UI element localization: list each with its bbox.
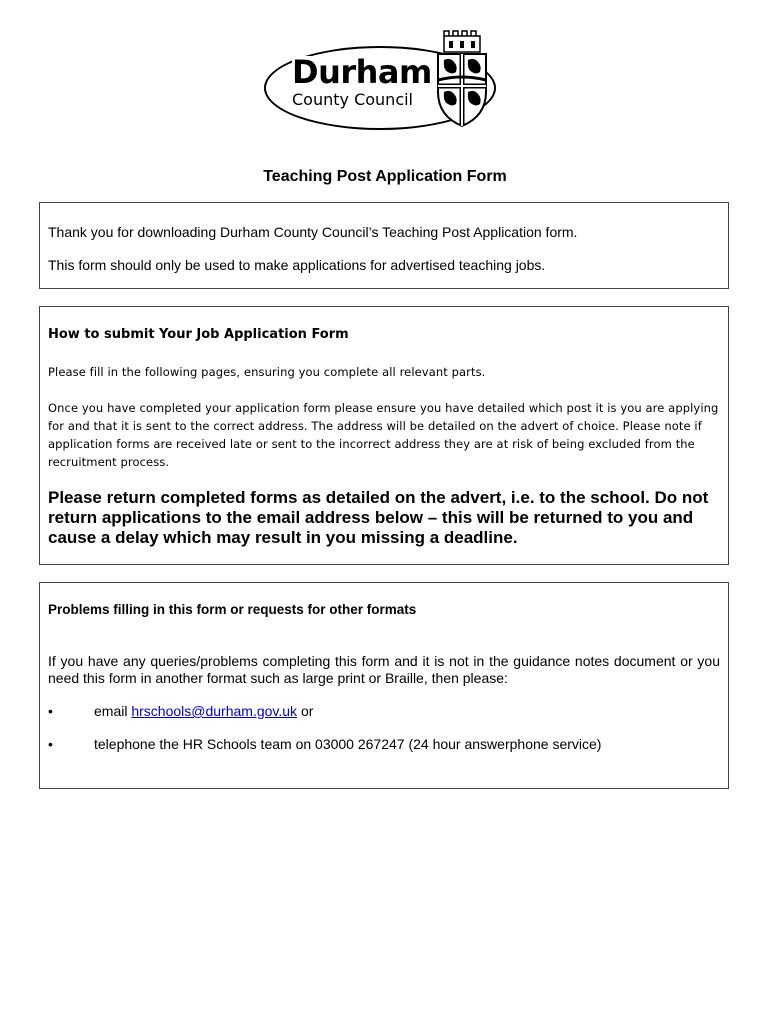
logo-subtitle: County Council [292,90,413,109]
bullet-marker: • [48,736,53,752]
phone-line: telephone the HR Schools team on 03000 267247 (24 hour answerphone service) [94,736,602,752]
email-prefix: email [94,703,132,719]
submit-warning: Please return completed forms as detailed on the advert, i.e. to the school. Do not return applications to the email address below – this will be returned to you and cause a delay which may result in you missing a deadline. [48,488,709,547]
submit-para-1: Please fill in the following pages, ensuring you complete all relevant parts. [48,365,486,379]
submit-instructions-box [39,306,729,565]
submit-heading: How to submit Your Job Application Form [48,327,349,342]
problems-heading: Problems filling in this form or requests for other formats [48,602,417,617]
submit-para-2: Once you have completed your application form please ensure you have detailed which post it is you are applying for and that it is sent to the correct address. The address will be detailed on the advert of choice. Please note if application forms are received late or sent to the incorrect address they are at risk of being excluded from the recruitment process. [48,401,719,469]
problems-para: If you have any queries/problems completing this form and it is not in the guidance notes document or you need this form in another format such as large print or Braille, then please: [48,653,720,686]
intro-line-2: This form should only be used to make applications for advertised teaching jobs. [48,257,546,273]
intro-box [39,202,729,289]
page-title: Teaching Post Application Form [263,168,507,185]
logo-name: Durham [292,53,432,91]
problems-box [39,582,729,789]
intro-line-1: Thank you for downloading Durham County Council’s Teaching Post Application form. [48,224,578,240]
bullet-marker: • [48,703,53,719]
email-suffix: or [297,703,314,719]
email-line [94,703,313,719]
email-link[interactable]: hrschools@durham.gov.uk [131,703,298,719]
durham-logo [262,30,508,134]
coat-of-arms-icon [432,30,492,128]
